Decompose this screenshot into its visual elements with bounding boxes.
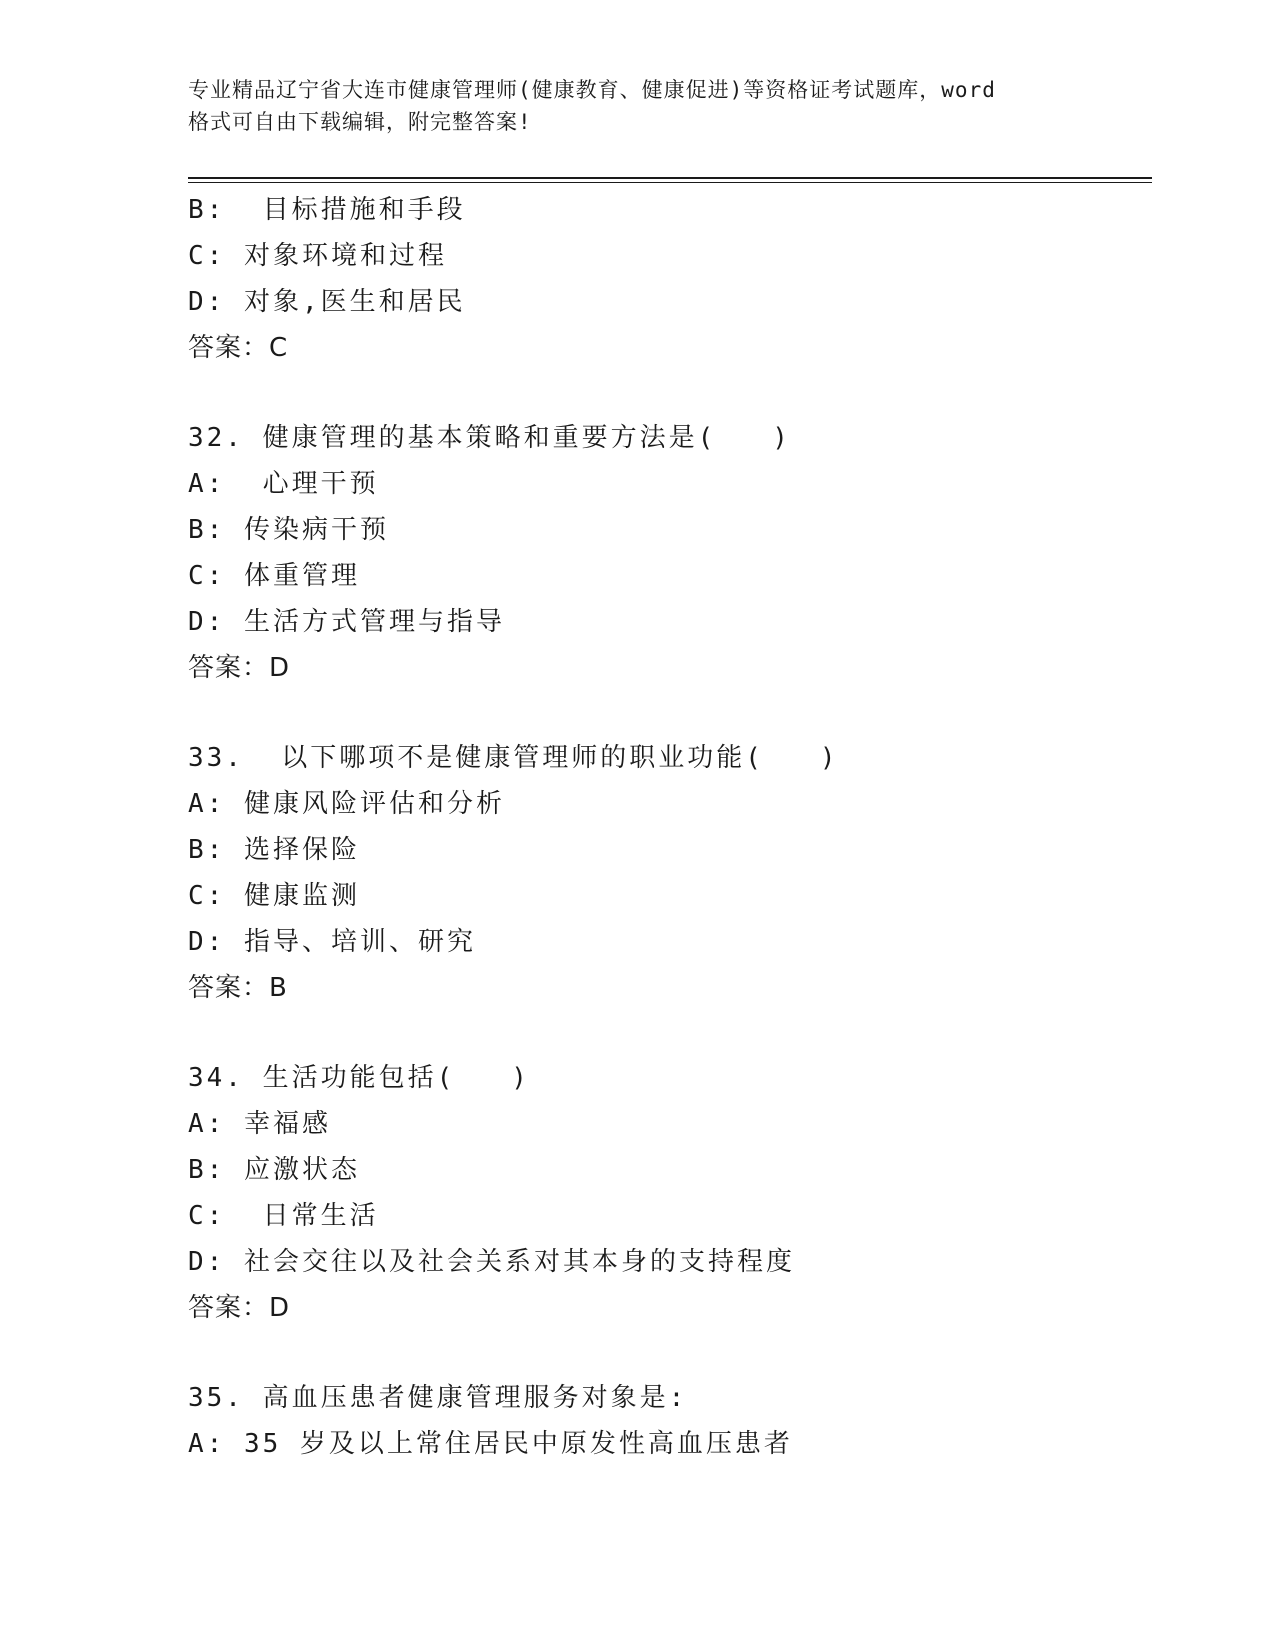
answer-line: 答案：C [188, 333, 289, 363]
question-31-continued [188, 187, 1148, 371]
option-d: D: 社会交往以及社会关系对其本身的支持程度 [188, 1247, 795, 1277]
header-line-2: 格式可自由下载编辑，附完整答案! [188, 110, 532, 134]
header-divider-thin [188, 182, 1152, 183]
option-a: A: 幸福感 [188, 1109, 331, 1139]
question-32 [188, 415, 1148, 691]
option-a: A: 健康风险评估和分析 [188, 789, 505, 819]
option-d: D: 对象,医生和居民 [188, 287, 466, 317]
question-stem: 35. 高血压患者健康管理服务对象是: [188, 1383, 688, 1413]
option-b: B: 应激状态 [188, 1155, 360, 1185]
option-b: B: 传染病干预 [188, 515, 389, 545]
question-35 [188, 1375, 1148, 1467]
header-line-1: 专业精品辽宁省大连市健康管理师(健康教育、健康促进)等资格证考试题库，word [188, 78, 996, 102]
option-b: B: 选择保险 [188, 835, 360, 865]
option-d: D: 指导、培训、研究 [188, 927, 476, 957]
question-list [188, 187, 1148, 1467]
option-c: C: 体重管理 [188, 561, 360, 591]
option-a: A: 心理干预 [188, 469, 379, 499]
option-a: A: 35 岁及以上常住居民中原发性高血压患者 [188, 1429, 793, 1459]
question-stem: 32. 健康管理的基本策略和重要方法是( ) [188, 423, 791, 453]
question-stem: 34. 生活功能包括( ) [188, 1063, 530, 1093]
option-b: B: 目标措施和手段 [188, 195, 466, 225]
document-header [188, 74, 1088, 138]
option-c: C: 健康监测 [188, 881, 360, 911]
question-34 [188, 1055, 1148, 1331]
answer-line: 答案：B [188, 973, 288, 1003]
question-stem: 33. 以下哪项不是健康管理师的职业功能( ) [188, 743, 839, 773]
answer-line: 答案：D [188, 1293, 291, 1323]
option-c: C: 对象环境和过程 [188, 241, 447, 271]
question-33 [188, 735, 1148, 1011]
option-c: C: 日常生活 [188, 1201, 379, 1231]
option-d: D: 生活方式管理与指导 [188, 607, 505, 637]
header-divider-thick [188, 177, 1152, 179]
answer-line: 答案：D [188, 653, 291, 683]
